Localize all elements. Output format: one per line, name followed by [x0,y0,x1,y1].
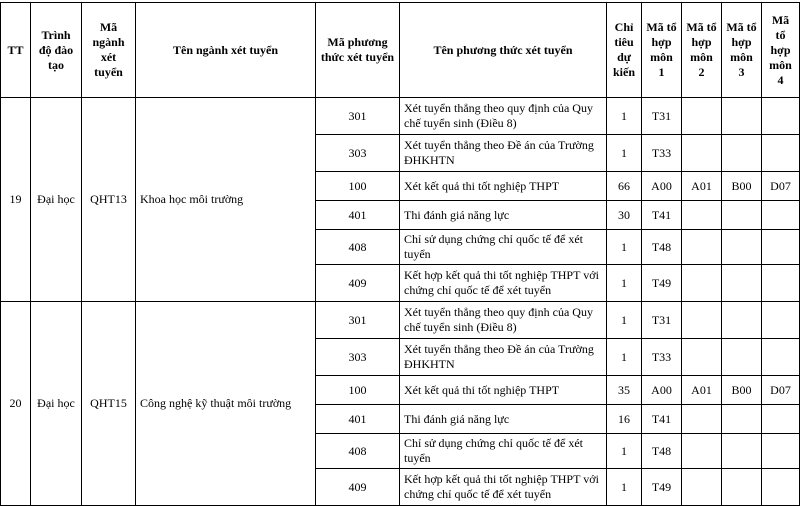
combo-2-cell [682,434,722,469]
table-row [1,98,800,135]
method-code-cell: 301 [316,98,400,135]
combo-1-cell: T49 [642,265,682,302]
method-name-cell: Kết hợp kết quả thi tốt nghiệp THPT với chứng chỉ quốc tế để xét tuyển [400,265,607,302]
header-tt: TT [1,3,31,98]
combo-4-cell [762,339,800,376]
table-body [1,98,800,506]
admission-table [0,2,800,506]
method-name-cell: Xét tuyển thẳng theo quy định của Quy chế tuyển sinh (Điều 8) [400,98,607,135]
quota-cell: 1 [607,265,642,302]
combo-1-cell: T33 [642,339,682,376]
quota-cell: 35 [607,376,642,405]
combo-4-cell [762,230,800,265]
method-name-cell: Thi đánh giá năng lực [400,201,607,230]
quota-cell: 1 [607,302,642,339]
header-combo-3: Mã tổ hợp môn 3 [722,3,762,98]
combo-4-cell [762,302,800,339]
header-level: Trình độ đào tạo [31,3,82,98]
method-name-cell: Chỉ sử dụng chứng chỉ quốc tế để xét tuyển [400,434,607,469]
combo-4-cell: D07 [762,376,800,405]
combo-1-cell: T48 [642,230,682,265]
combo-1-cell: A00 [642,376,682,405]
method-code-cell: 301 [316,302,400,339]
quota-cell: 1 [607,339,642,376]
combo-1-cell: A00 [642,172,682,201]
combo-3-cell [722,135,762,172]
quota-cell: 16 [607,405,642,434]
method-code-cell: 408 [316,434,400,469]
combo-2-cell [682,265,722,302]
combo-3-cell [722,434,762,469]
method-name-cell: Xét tuyển thẳng theo Đề án của Trường ĐHKHTN [400,339,607,376]
header-combo-4: Mã tổ hợp môn 4 [762,3,800,98]
method-code-cell: 401 [316,201,400,230]
combo-3-cell [722,265,762,302]
combo-3-cell: B00 [722,376,762,405]
quota-cell: 1 [607,230,642,265]
table-row [1,302,800,339]
combo-2-cell [682,201,722,230]
header-combo-1: Mã tổ hợp môn 1 [642,3,682,98]
quota-cell: 1 [607,469,642,506]
method-code-cell: 303 [316,339,400,376]
combo-1-cell: T48 [642,434,682,469]
combo-2-cell [682,135,722,172]
combo-1-cell: T33 [642,135,682,172]
combo-2-cell [682,302,722,339]
combo-3-cell [722,339,762,376]
quota-cell: 66 [607,172,642,201]
combo-4-cell [762,405,800,434]
combo-4-cell [762,201,800,230]
method-code-cell: 100 [316,376,400,405]
combo-2-cell [682,339,722,376]
combo-3-cell [722,98,762,135]
combo-1-cell: T31 [642,302,682,339]
major-code-cell: QHT13 [82,98,136,302]
header-combo-2: Mã tổ hợp môn 2 [682,3,722,98]
method-name-cell: Chỉ sử dụng chứng chỉ quốc tế để xét tuyển [400,230,607,265]
method-code-cell: 409 [316,265,400,302]
combo-3-cell [722,405,762,434]
method-name-cell: Xét kết quả thi tốt nghiệp THPT [400,172,607,201]
combo-2-cell [682,98,722,135]
method-code-cell: 408 [316,230,400,265]
header-major-code: Mã ngành xét tuyển [82,3,136,98]
combo-1-cell: T31 [642,98,682,135]
header-quota: Chỉ tiêu dự kiến [607,3,642,98]
method-code-cell: 303 [316,135,400,172]
row-number-cell: 19 [1,98,31,302]
quota-cell: 1 [607,434,642,469]
combo-1-cell: T41 [642,405,682,434]
combo-2-cell [682,405,722,434]
combo-2-cell: A01 [682,172,722,201]
method-code-cell: 100 [316,172,400,201]
level-cell: Đại học [31,302,82,506]
combo-4-cell: D07 [762,172,800,201]
method-name-cell: Thi đánh giá năng lực [400,405,607,434]
combo-3-cell [722,230,762,265]
combo-1-cell: T49 [642,469,682,506]
method-name-cell: Kết hợp kết quả thi tốt nghiệp THPT với chứng chỉ quốc tế để xét tuyển [400,469,607,506]
major-code-cell: QHT15 [82,302,136,506]
quota-cell: 30 [607,201,642,230]
major-name-cell: Công nghệ kỹ thuật môi trường [136,302,316,506]
combo-3-cell [722,201,762,230]
combo-1-cell: T41 [642,201,682,230]
combo-4-cell [762,469,800,506]
combo-3-cell: B00 [722,172,762,201]
header-method-name: Tên phương thức xét tuyển [400,3,607,98]
combo-2-cell: A01 [682,376,722,405]
combo-4-cell [762,265,800,302]
major-name-cell: Khoa học môi trường [136,98,316,302]
header-row [1,3,800,98]
method-code-cell: 401 [316,405,400,434]
combo-2-cell [682,469,722,506]
row-number-cell: 20 [1,302,31,506]
method-name-cell: Xét tuyển thẳng theo quy định của Quy chế tuyển sinh (Điều 8) [400,302,607,339]
combo-4-cell [762,98,800,135]
method-name-cell: Xét tuyển thẳng theo Đề án của Trường ĐHKHTN [400,135,607,172]
method-name-cell: Xét kết quả thi tốt nghiệp THPT [400,376,607,405]
level-cell: Đại học [31,98,82,302]
combo-3-cell [722,302,762,339]
quota-cell: 1 [607,98,642,135]
combo-4-cell [762,434,800,469]
header-method-code: Mã phương thức xét tuyển [316,3,400,98]
combo-4-cell [762,135,800,172]
combo-3-cell [722,469,762,506]
combo-2-cell [682,230,722,265]
quota-cell: 1 [607,135,642,172]
header-major-name: Tên ngành xét tuyển [136,3,316,98]
method-code-cell: 409 [316,469,400,506]
